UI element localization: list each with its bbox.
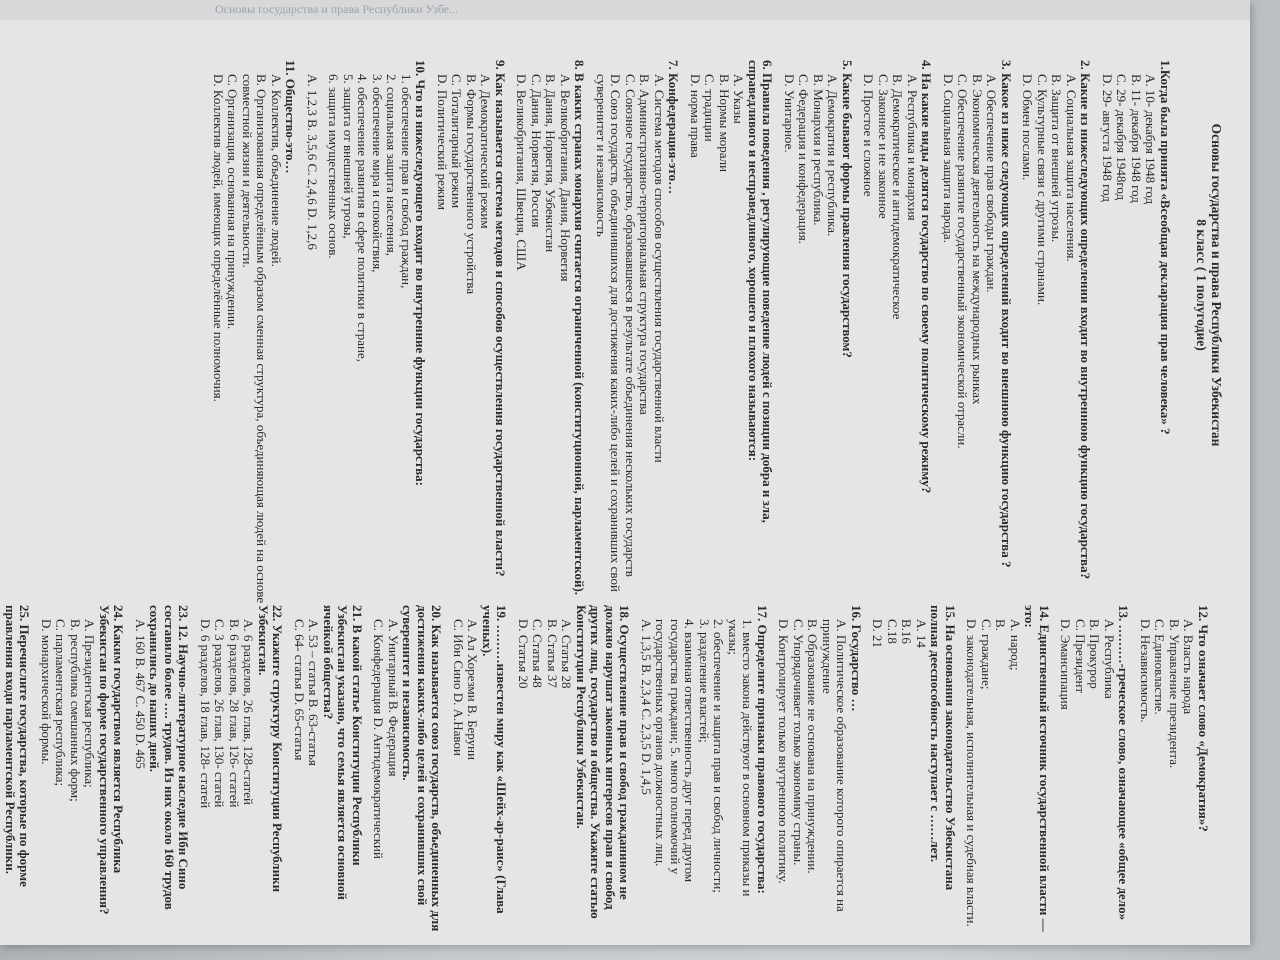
answer-option: C. Тоталитарный режим xyxy=(449,74,465,209)
answer-option: 3. обеспечение мира и спокойствия, xyxy=(370,74,385,273)
question-item xyxy=(371,605,444,935)
question-text: 6. Правила поведения , регулирующие поведение людей с позиции добра и зла, справедливого и несправедливого, хорошего и плохого называются: xyxy=(746,60,776,523)
question-item xyxy=(133,605,191,935)
answer-option: C.18 xyxy=(885,619,900,644)
answer-option: C. Конфедерация D. Антидемократический xyxy=(371,619,387,859)
answer-option: D. монархической формы. xyxy=(39,619,54,765)
question-text: 13. ………-греческое слово, означающее «общее дело» xyxy=(1116,605,1132,921)
answer-option: A. Демократический режим xyxy=(478,74,494,229)
answer-option: A. 53 – статья B. 63-статья xyxy=(306,619,322,766)
question-text: 19. ………известен миру как «Шейх-ар-раис» (Глава ученых). xyxy=(480,605,510,914)
answer-option: C. Дания, Норвегия, Россия xyxy=(529,74,544,228)
question-item xyxy=(435,60,508,605)
answer-option: B. Статья 37 xyxy=(545,619,560,688)
question-text: 14. Единственный источник государственной власти — это: xyxy=(1022,605,1052,932)
answer-option: 4. взаимная ответственность друг перед другом государства граждани; 5. много полномочий у государственных органов должностных лиц. xyxy=(653,619,698,883)
answer-option: A. Унитарный B. Федерация xyxy=(386,619,401,777)
answer-option: A. 6 разделов, 26 глав, 128-статей xyxy=(241,619,257,805)
question-text: 2. Какие из нижеследующих определении входит во внутреннюю функцию государства? xyxy=(1078,60,1094,580)
answer-option: D. Великобритания, Швеция, США xyxy=(514,74,530,271)
question-item xyxy=(305,60,320,605)
answer-option: A. Президентская республика; xyxy=(82,619,98,788)
answer-option: D. Союз государств, объединившихся для достижения каких-либо целей и сохранивших свой суверенитет и независимость xyxy=(594,74,624,592)
answer-option: D. Независимость. xyxy=(1138,619,1153,723)
question-text: 11. Общество-это… xyxy=(283,60,299,174)
answer-option: C. Федерация и конфедерация. xyxy=(796,74,812,244)
question-item xyxy=(1100,60,1173,605)
question-item xyxy=(211,60,298,605)
question-text: 23. 12. Научно-литературное наследие Ибн Сино составило более …. трудов. Из них около 160 трудов сохранились до наших дней. xyxy=(147,605,192,910)
question-text: 25. Перечислите государства, которые по форме правления входи парламентской Республики. xyxy=(3,605,33,887)
question-item xyxy=(516,605,632,935)
question-text: 4. На какие виды делятся государство по своему политическому режиму? xyxy=(919,60,935,494)
question-text: 17. Определите признаки правового государства: xyxy=(755,605,770,894)
left-column xyxy=(204,60,1173,605)
question-text: 18. Осуществление прав и свобод гражданином не должно нарушат законных интересов прав и свобод других лиц, государство и общества. Укажите статью Конституции Республики Узбекистан. xyxy=(574,605,633,919)
answer-option: A. Республика xyxy=(1102,619,1117,699)
answer-option: A. Обеспечение прав свободы граждан. xyxy=(984,74,1000,293)
answer-option: A. 1,2,3 B. 3,5,6 C. 2,4,6 D. 1,2,6 xyxy=(305,74,320,250)
question-item xyxy=(639,605,770,935)
question-item xyxy=(688,60,775,605)
answer-option: A. Великобритания, Дания, Норвегия xyxy=(558,74,573,282)
answer-option: B. 6 разделов, 28 глав, 126- статей xyxy=(227,619,242,808)
page-title-line1: Основы государства и права Республики Узбекистан xyxy=(1209,123,1224,447)
answer-option: B. Монархия и республика. xyxy=(811,74,826,226)
answer-option: 6. защита имущественных основ. xyxy=(326,74,342,259)
answer-option: C. Ибн Сино D. А.Навои xyxy=(451,619,466,756)
answer-option: C. Законное и не законное xyxy=(876,74,891,219)
question-item xyxy=(451,605,509,935)
answer-option: B.16 xyxy=(899,619,915,644)
answer-option: C. 64- статья D. 65-статья xyxy=(292,619,307,761)
answer-option: D. норма права xyxy=(688,74,703,158)
question-item xyxy=(782,60,855,605)
answer-option: B. xyxy=(993,619,1009,631)
question-item xyxy=(941,60,1014,605)
answer-option: D. законодательная, исполнительная и судебная власти. xyxy=(964,619,980,927)
answer-option: B. Прокурор xyxy=(1087,619,1103,689)
question-item xyxy=(861,60,934,605)
question-text: 9. Как называется система методов и способов осуществления государственной власти? xyxy=(493,60,508,577)
answer-option: 1. вместо закона действуют в основном приказы и указы; xyxy=(726,619,756,897)
answer-option: B. Защита от внешней угрозы. xyxy=(1049,74,1065,243)
answer-option: B. Образование не основана на принуждении. xyxy=(805,619,821,874)
question-item xyxy=(3,605,32,935)
question-text: 21. В какой статье Конституции Республики Узбекистан указано, что семья является основной ячейкой общества? xyxy=(321,605,365,900)
question-text: 24. Каким государством является Республика Узбекистан по форме государственного управления? xyxy=(97,605,127,915)
answer-option: D. Контролирует только внутреннюю политику. xyxy=(776,619,792,884)
question-text: 7. Конфедерация-это… xyxy=(666,60,682,195)
question-text: 10. Что из нижеследующего входит во внутренние функции государства: xyxy=(413,60,429,487)
question-text: 8. В каких странах монархия считается ограниченной (конституционной, парламентской). xyxy=(572,60,588,596)
answer-option: 5. защита от внешней угрозы, xyxy=(341,74,356,239)
answer-option: C. Упорядочивает только экономику страны. xyxy=(791,619,806,866)
answer-option: 1. обеспечение прав и свобод граждан, xyxy=(399,74,414,289)
answer-option: A. 10- декабря 1948 год xyxy=(1143,74,1159,205)
question-item xyxy=(514,60,587,605)
header-strip-text: Основы государства и права Республики Узбе... xyxy=(215,2,458,16)
answer-option: A. Социальная защита населения. xyxy=(1064,74,1079,262)
answer-option: A. 160 B. 467 C. 450 D. 465 xyxy=(133,619,148,769)
answer-option: A. Ал Хорезми B. Беруни xyxy=(465,619,481,761)
answer-option: B. Формы государственного устройства xyxy=(464,74,479,295)
answer-option: D. Коллектив людей, имеющих определённые полномочия. xyxy=(211,74,226,402)
answer-option: A. Указы xyxy=(731,74,747,124)
answer-option: A. народ; xyxy=(1008,619,1023,671)
answer-option: C. Организация, основанная на принуждении. xyxy=(225,74,241,330)
answer-option: B. республика смешанных форм; xyxy=(68,619,83,802)
answer-option: C. традиции xyxy=(702,74,718,142)
page-title xyxy=(1194,25,1224,545)
answer-option: D. Социальная защита народа. xyxy=(941,74,956,243)
question-item xyxy=(39,605,126,935)
question-text: 1.Когда была принята «Всеобщая декларация прав человека» ? xyxy=(1158,60,1173,435)
answer-option: C. Единовластие. xyxy=(1152,619,1168,715)
answer-option: D. Простое и сложное xyxy=(861,74,877,197)
answer-option: B. 11- декабря 1948 год xyxy=(1129,74,1144,203)
answer-option: A. Система методов способов осуществления государственной власти xyxy=(652,74,667,463)
answer-option: C. 3 разделов, 26 глав, 130- статей xyxy=(212,619,228,808)
answer-option: C. парламентская республика; xyxy=(53,619,69,787)
answer-option: C. Статья 48 xyxy=(530,619,546,688)
answer-option: A. Республика и монархия xyxy=(905,74,920,221)
answer-option: D. Политический режим xyxy=(435,74,450,211)
question-text: 5. Какие бывают формы правления государством? xyxy=(840,60,855,358)
question-item xyxy=(964,605,1051,935)
question-text: 16. Государство … xyxy=(849,605,864,712)
answer-option: A. Демократия и республика. xyxy=(825,74,841,237)
answer-option: C. Президент xyxy=(1073,619,1088,694)
answer-option: A. Власть народа xyxy=(1181,619,1197,715)
answer-option: B. Организованная определённым образом сменная структура, объединяющая людей на основе совместной жизни и деятельности. xyxy=(240,74,270,604)
page-title-line2: 8 класс ( 1 полугодие) xyxy=(1194,219,1209,351)
answer-option: C. Союзное государство, образовавшееся в результате объединения нескольких государств xyxy=(623,74,638,577)
answer-option: C. граждане; xyxy=(979,619,994,690)
answer-option: D. Унитарное. xyxy=(782,74,797,153)
answer-option: A. Коллектив, объединение людей. xyxy=(269,74,284,267)
question-item xyxy=(1020,60,1093,605)
question-item xyxy=(776,605,863,935)
question-text: 22. Укажите структуру Конституции Республики Узбекистан. xyxy=(256,605,286,893)
question-text: 12. Что означает слово «Демократия»? xyxy=(1196,605,1211,832)
answer-option: D. Обмен послами. xyxy=(1020,74,1036,181)
answer-option: A. Статья 28 xyxy=(559,619,575,689)
answer-option: 3. разделение властей; xyxy=(697,619,712,743)
answer-option: B. Нормы морали xyxy=(717,74,732,173)
question-item xyxy=(292,605,365,935)
answer-option: B. Демократическое и антидемократическое xyxy=(890,74,906,320)
question-item xyxy=(594,60,681,605)
answer-option: D. 21 xyxy=(870,619,886,648)
question-text: 20. Как называется союз государств, объединенных для достижения каких-либо целей и сохранивших свой суверенитет и независимость. xyxy=(400,605,445,932)
answer-option: A. 1,3,5 B. 2,3,4 C. 2,3,5 D. 1,4,5 xyxy=(639,619,654,795)
answer-option: A. Политическое образование которого опирается на принуждение xyxy=(820,619,850,912)
answer-option: D. 6 разделов, 18 глав, 128- статей xyxy=(198,619,213,809)
answer-option: D. Эмансипация xyxy=(1058,619,1074,710)
test-page xyxy=(3,25,1230,945)
answer-option: C. 29- декабря 1948год xyxy=(1114,74,1130,201)
answer-option: A. 14 xyxy=(914,619,929,648)
right-column xyxy=(0,605,1210,935)
answer-option: C. Культурные связи с другими странами. xyxy=(1035,74,1050,306)
answer-option: 2. социальная защита населения, xyxy=(384,74,400,256)
question-item xyxy=(326,60,428,605)
question-item xyxy=(870,605,957,935)
answer-option: 2. обеспечение и защита прав и свобод личности; xyxy=(711,619,727,893)
question-text: 15. На основании законодательство Узбекистана полная дееспособность наступает с ……лет. xyxy=(928,605,958,891)
answer-option: D. Статья 20 xyxy=(516,619,531,689)
question-item xyxy=(1138,605,1211,935)
answer-option: B. Экономическая деятельность на международных рынках xyxy=(970,74,985,405)
question-item xyxy=(198,605,285,935)
answer-option: B. Дания, Норвегия, Узбекистан xyxy=(543,74,559,253)
answer-option: C. Обеспечение развитие государственный экономической отрасли. xyxy=(955,74,971,449)
question-item xyxy=(1058,605,1131,935)
answer-option: B. Управление президента. xyxy=(1167,619,1182,769)
answer-option: D. 29- августа 1948 год xyxy=(1100,74,1115,202)
answer-option: 4. обеспечение развития в сфере политики в стране, xyxy=(355,74,371,362)
answer-option: B. Административно-территориальная структура государства xyxy=(637,74,653,415)
question-text: 3. Какое из ниже следующих определений входит во внешнюю функцию государства ? xyxy=(999,60,1014,568)
